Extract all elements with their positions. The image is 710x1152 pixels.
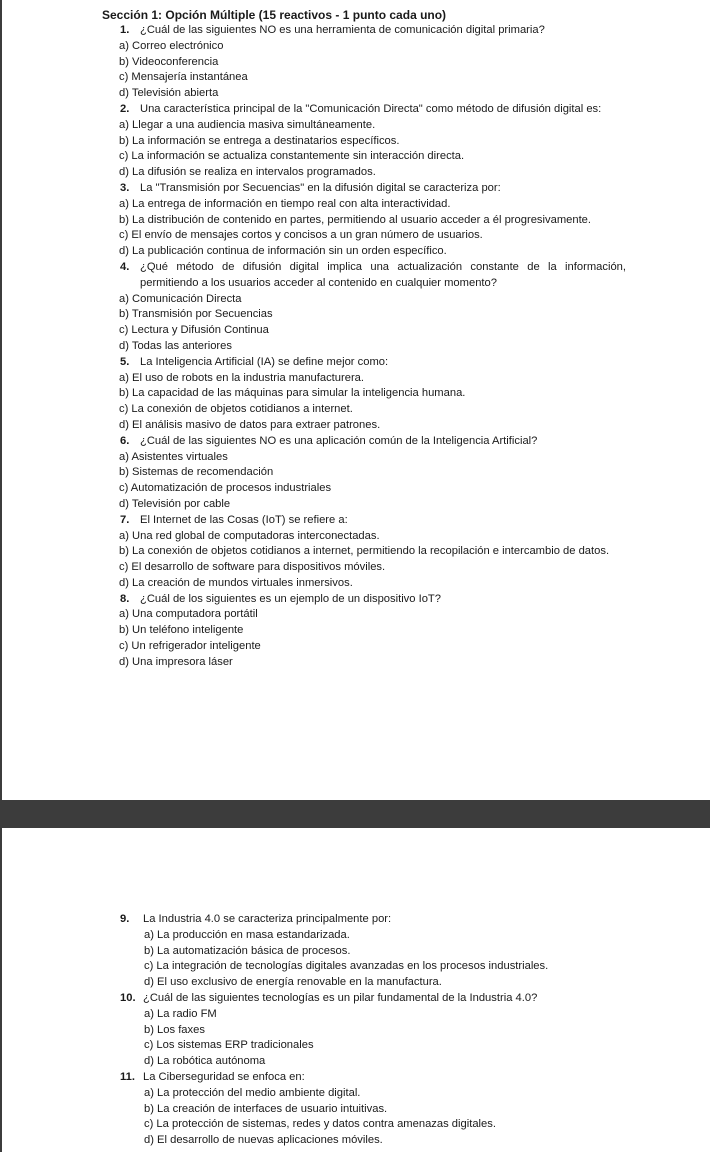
answer-option: d) La creación de mundos virtuales inmersivos. (119, 576, 353, 589)
question-list (2, 912, 710, 1149)
answer-option: a) Asistentes virtuales (119, 450, 228, 463)
answer-option: c) Los sistemas ERP tradicionales (144, 1039, 314, 1052)
question-11 (2, 1070, 710, 1086)
question-text: ¿Cuál de las siguientes tecnologías es un pilar fundamental de la Industria 4.0? (143, 991, 538, 1004)
question-10 (2, 991, 710, 1007)
page-1-content (2, 8, 710, 671)
answer-option: b) La capacidad de las máquinas para simular la inteligencia humana. (119, 387, 466, 400)
answer-option: d) Televisión por cable (119, 497, 231, 510)
question-text: El Internet de las Cosas (IoT) se refiere a: (140, 513, 348, 526)
answer-option: a) Una red global de computadoras interconectadas. (119, 529, 380, 542)
answer-option: b) La automatización básica de procesos. (144, 944, 351, 957)
question-text: ¿Cuál de las siguientes NO es una herramienta de comunicación digital primaria? (140, 24, 545, 36)
question-number: 9. (120, 913, 130, 925)
question-number: 8. (120, 592, 130, 605)
answer-option: b) La creación de interfaces de usuario intuitivas. (144, 1102, 388, 1115)
answer-option: a) La entrega de información en tiempo real con alta interactividad. (119, 197, 451, 210)
question-9 (2, 912, 710, 928)
answer-option: b) Sistemas de recomendación (119, 466, 274, 479)
answer-option: c) El desarrollo de software para dispositivos móviles. (119, 561, 386, 574)
question-7 (2, 513, 710, 529)
question-text: La Ciberseguridad se enfoca en: (143, 1070, 305, 1083)
question-text: La "Transmisión por Secuencias" en la difusión digital se caracteriza por: (140, 181, 501, 194)
answer-option: c) La protección de sistemas, redes y datos contra amenazas digitales. (144, 1118, 496, 1131)
question-number: 5. (120, 355, 130, 368)
question-text: La Industria 4.0 se caracteriza principalmente por: (143, 913, 392, 925)
question-text: La Inteligencia Artificial (IA) se define mejor como: (140, 355, 389, 368)
question-number: 7. (120, 513, 130, 526)
answer-option: c) Lectura y Difusión Continua (119, 324, 269, 337)
question-5 (2, 355, 710, 371)
answer-option: a) Llegar a una audiencia masiva simultáneamente. (119, 118, 376, 131)
answer-option: a) Correo electrónico (119, 39, 224, 52)
question-2 (2, 102, 710, 118)
answer-option: c) La información se actualiza constantemente sin interacción directa. (119, 150, 465, 163)
answer-option: b) La distribución de contenido en partes, permitiendo al usuario acceder a él progresivamente. (119, 213, 592, 226)
question-number: 2. (120, 102, 130, 115)
answer-option: d) La difusión se realiza en intervalos programados. (119, 166, 376, 179)
answer-option: b) Transmisión por Secuencias (119, 308, 273, 321)
question-4 (2, 260, 710, 292)
answer-option: b) La conexión de objetos cotidianos a internet, permitiendo la recopilación e intercambio de datos. (119, 545, 610, 558)
question-number: 4. (120, 260, 130, 273)
question-number: 3. (120, 181, 130, 194)
document-page-1 (2, 0, 710, 800)
document-page-2 (2, 828, 710, 1152)
answer-option: d) La publicación continua de información sin un orden específico. (119, 245, 447, 258)
question-1 (2, 23, 710, 39)
answer-option: c) La integración de tecnologías digitales avanzadas en los procesos industriales. (144, 960, 549, 973)
question-number: 10. (120, 991, 136, 1004)
answer-option: d) El desarrollo de nuevas aplicaciones móviles. (144, 1134, 383, 1147)
question-3 (2, 181, 710, 197)
answer-option: d) El uso exclusivo de energía renovable en la manufactura. (144, 976, 442, 989)
question-text: ¿Cuál de los siguientes es un ejemplo de un dispositivo IoT? (140, 592, 441, 605)
answer-option: d) La robótica autónoma (144, 1055, 266, 1068)
answer-option: c) Un refrigerador inteligente (119, 640, 261, 653)
answer-option: d) Todas las anteriores (119, 339, 232, 352)
answer-option: a) Una computadora portátil (119, 608, 258, 621)
answer-option: c) La conexión de objetos cotidianos a internet. (119, 403, 353, 416)
answer-option: b) Los faxes (144, 1023, 205, 1036)
question-text: ¿Qué método de difusión digital implica una actualización constante de la información, permitiendo a los usuarios acceder al contenido en cualquier momento? (140, 260, 626, 289)
section-title: Sección 1: Opción Múltiple (15 reactivos - 1 punto cada uno) (102, 8, 447, 22)
question-text: ¿Cuál de las siguientes NO es una aplicación común de la Inteligencia Artificial? (140, 434, 538, 447)
answer-option: a) El uso de robots en la industria manufacturera. (119, 371, 365, 384)
page-2-content (2, 912, 710, 1149)
answer-option: c) El envío de mensajes cortos y concisos a un gran número de usuarios. (119, 229, 483, 242)
question-8 (2, 592, 710, 608)
question-text: Una característica principal de la "Comunicación Directa" como método de difusión digital es: (140, 102, 602, 115)
question-number: 1. (120, 24, 130, 36)
answer-option: a) Comunicación Directa (119, 292, 242, 305)
answer-option: a) La protección del medio ambiente digital. (144, 1086, 361, 1099)
answer-option: b) Un teléfono inteligente (119, 624, 244, 637)
answer-option: d) Una impresora láser (119, 655, 233, 668)
question-6 (2, 434, 710, 450)
answer-option: c) Automatización de procesos industriales (119, 482, 332, 495)
question-number: 6. (120, 434, 130, 447)
answer-option: d) El análisis masivo de datos para extraer patrones. (119, 418, 381, 431)
question-list (2, 23, 710, 671)
answer-option: b) La información se entrega a destinatarios específicos. (119, 134, 400, 147)
answer-option: a) La radio FM (144, 1007, 217, 1020)
answer-option: b) Videoconferencia (119, 55, 219, 68)
answer-option: c) Mensajería instantánea (119, 71, 248, 84)
question-number: 11. (120, 1070, 135, 1083)
answer-option: d) Televisión abierta (119, 87, 219, 100)
answer-option: a) La producción en masa estandarizada. (144, 928, 350, 941)
